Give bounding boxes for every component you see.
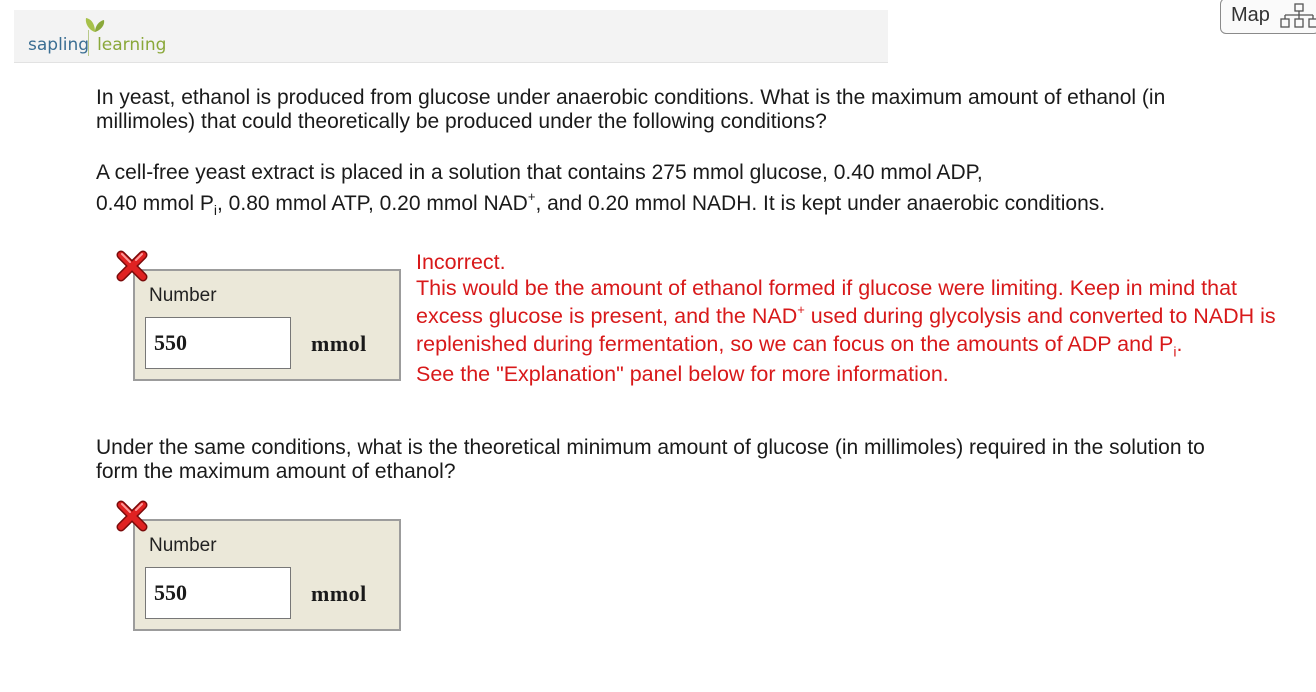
answer-1-label: Number [149,285,217,306]
incorrect-x-icon [114,498,150,534]
conditions-sub-i: i [213,202,218,219]
map-button-label: Map [1231,4,1270,26]
incorrect-x-icon [114,248,150,284]
question-1-conditions [96,157,1216,219]
feedback-panel [416,250,1296,388]
conditions-text-1: A cell-free yeast extract is placed in a solution that contains 275 mmol glucose, 0.40 mmol ADP, [96,161,983,184]
feedback-body-text-2: used during glycolysis and converted to NADH is replenished during fermentation, so we can focus on the amounts of ADP and P [416,304,1276,356]
question-2-prompt: Under the same conditions, what is the theoretical minimum amount of glucose (in millimoles) required in the solution to form the maximum amount of ethanol? [96,436,1205,483]
feedback-title: Incorrect. [416,250,506,274]
conditions-text-4: , and 0.20 mmol NADH. It is kept under anaerobic conditions. [535,192,1106,215]
logo-learning-text: learning [97,35,167,55]
answer-1-input[interactable] [145,317,291,369]
answer-1-unit: mmol [311,331,367,356]
sapling-learning-logo [28,16,178,56]
conditions-text-3: , 0.80 mmol ATP, 0.20 mmol NAD [217,192,528,215]
conditions-sup-plus: + [527,189,536,204]
feedback-body-text-3: . [1176,332,1183,356]
tree-map-icon [1279,3,1316,29]
feedback-sup-plus: + [797,301,805,317]
conditions-text-2: 0.40 mmol P [96,192,214,215]
answer-2-label: Number [149,535,217,556]
feedback-body [416,274,1296,358]
answer-2-input[interactable] [145,567,291,619]
logo-sapling-text: sapling [28,35,90,55]
feedback-see-explanation: See the "Explanation" panel below for more information. [416,362,949,386]
answer-2-unit: mmol [311,581,367,606]
logo-text [28,35,166,55]
answer-box-1 [133,269,401,381]
answer-box-2 [133,519,401,631]
feedback-body-text-1: This would be the amount of ethanol formed if glucose were limiting. Keep in mind that excess glucose is present, and the NAD [416,276,1238,328]
question-1-prompt: In yeast, ethanol is produced from glucose under anaerobic conditions. What is the maximum amount of ethanol (in millimoles) that could theoretically be produced under the following conditions? [96,86,1166,133]
map-button[interactable] [1220,0,1316,34]
feedback-sub-i: i [1173,343,1177,360]
